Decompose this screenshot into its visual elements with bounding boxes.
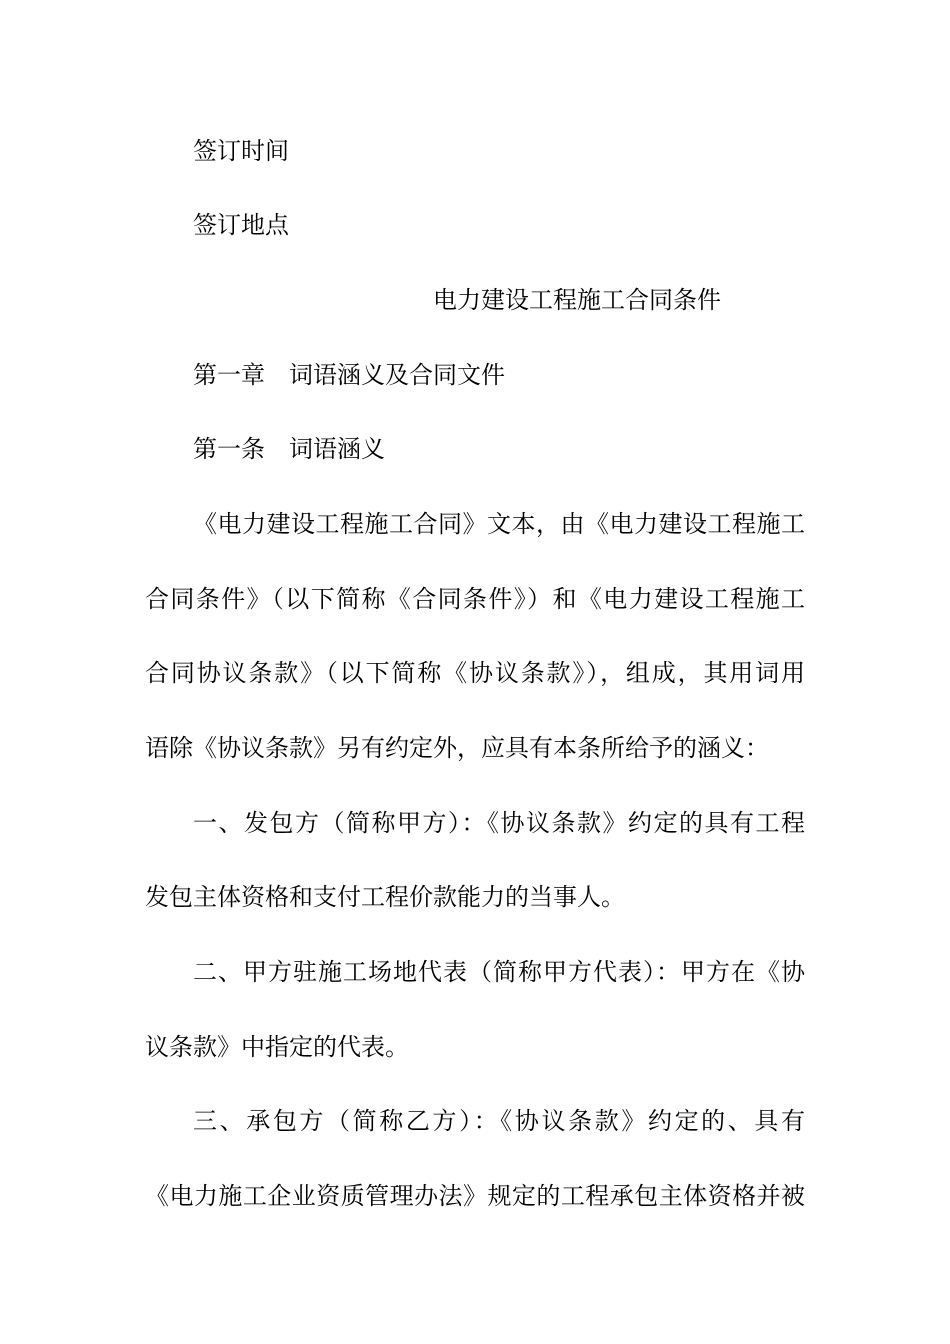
paragraph-2-line-1: 一、发包方（简称甲方）：《协议条款》约定的具有工程: [193, 809, 805, 837]
paragraph-2-line-2: 发包主体资格和支付工程价款能力的当事人。: [145, 883, 625, 911]
paragraph-1-line-4: 语除《协议条款》另有约定外，应具有本条所给予的涵义：: [145, 734, 769, 762]
paragraph-4-line-1: 三、承包方（简称乙方）：《协议条款》约定的、具有: [193, 1107, 805, 1135]
paragraph-1-line-2: 合同条件》（以下简称《合同条件》）和《电力建设工程施工: [145, 585, 805, 613]
paragraph-3-line-1: 二、甲方驻施工场地代表（简称甲方代表）：甲方在《协: [193, 958, 805, 986]
section-title: 电力建设工程施工合同条件: [433, 286, 721, 314]
paragraph-1-line-3: 合同协议条款》（以下简称《协议条款》），组成，其用词用: [145, 659, 805, 687]
sign-place-label: 签订地点: [193, 211, 289, 239]
paragraph-4-line-2: 《电力施工企业资质管理办法》规定的工程承包主体资格并被: [145, 1182, 805, 1210]
paragraph-3-line-2: 议条款》中指定的代表。: [145, 1033, 409, 1061]
article-heading: 第一条 词语涵义: [193, 435, 385, 463]
chapter-heading: 第一章 词语涵义及合同文件: [193, 361, 505, 389]
paragraph-1-line-1: 《电力建设工程施工合同》文本，由《电力建设工程施工: [193, 510, 805, 538]
sign-time-label: 签订时间: [193, 137, 289, 165]
